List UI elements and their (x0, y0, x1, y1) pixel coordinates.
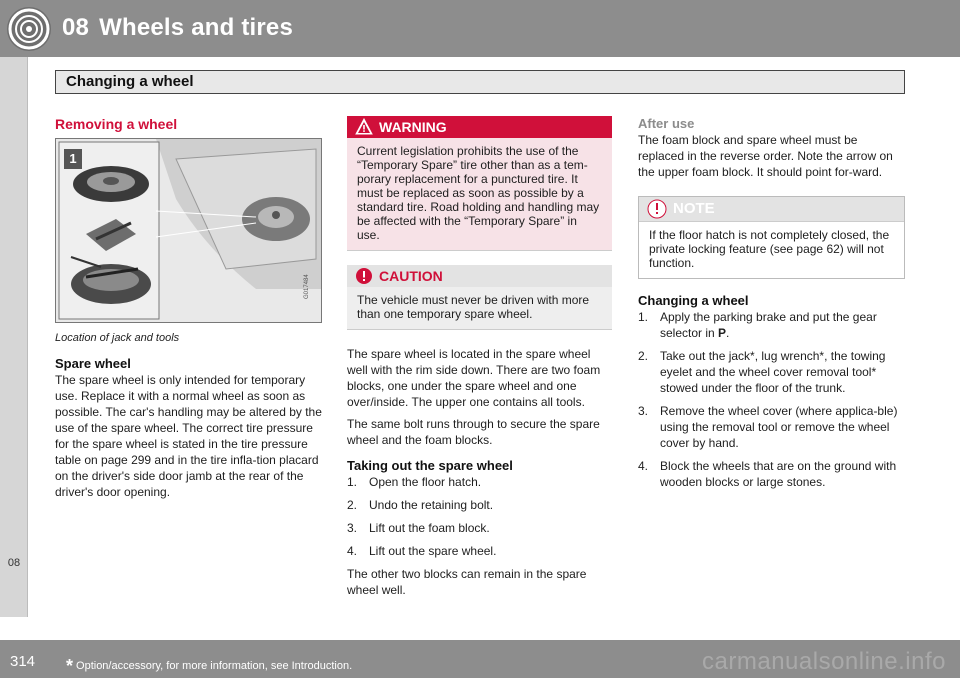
caution-exclamation-icon (355, 267, 373, 285)
jack-tools-illustration (56, 139, 322, 323)
spare-wheel-text: The spare wheel is only intended for temporary use. Replace it with a normal wheel as soon as possible. The car's handling may be altered by the use of the spare wheel. The correct tire pressure for the spare wheel is stated in the tire pressure table on page 299 and in the tire infla-tion placard on the driver's side door jamb at the rear of the driver's door opening. (55, 373, 322, 499)
caution-label: CAUTION (379, 268, 443, 284)
page-number: 314 (10, 653, 36, 670)
list-item: 3. Lift out the foam block. (347, 521, 490, 535)
remaining-blocks-text: The other two blocks can remain in the spare wheel well. (347, 567, 587, 597)
footnote: * Option/accessory, for more information, see Introduction. (66, 656, 353, 676)
wheel-icon (4, 4, 54, 54)
list-item: 2. Undo the retaining bolt. (347, 498, 494, 512)
column-right (638, 116, 905, 497)
after-use-text: The foam block and spare wheel must be replaced in the reverse order. Note the arrow on the upper foam block. It should point for-ward. (638, 133, 893, 179)
note-box (638, 196, 905, 279)
list-item: 4. Block the wheels that are on the ground with wooden blocks or large stones. (638, 459, 897, 489)
taking-out-heading: Taking out the spare wheel (347, 458, 513, 473)
note-header (639, 197, 904, 221)
warning-header (347, 116, 612, 138)
taking-out-steps (347, 474, 612, 559)
warning-triangle-icon (355, 118, 373, 136)
caution-text: The vehicle must never be driven with more than one temporary spare wheel. (347, 287, 612, 329)
changing-wheel-heading: Changing a wheel (638, 293, 749, 308)
chapter-title (62, 14, 293, 42)
note-label: NOTE (673, 200, 715, 217)
caution-box (347, 265, 612, 330)
page-footer (0, 640, 960, 678)
note-text: If the floor hatch is not completely closed, the private locking feature (see page 62) will not function. (639, 221, 904, 278)
list-item: 1. Apply the parking brake and put the gear selector in P. (638, 310, 877, 340)
callout-number: 1 (69, 151, 77, 166)
spare-wheel-heading: Spare wheel (55, 356, 131, 371)
jack-tools-figure (55, 138, 322, 323)
list-item: 3. Remove the wheel cover (where applica-ble) using the removal tool or remove the wheel cover by hand. (638, 404, 898, 450)
list-item: 4. Lift out the spare wheel. (347, 544, 497, 558)
side-tab-label: 08 (7, 557, 21, 569)
section-title-bar (55, 70, 905, 94)
warning-label: WARNING (379, 119, 447, 135)
column-left (55, 116, 322, 506)
warning-box (347, 116, 612, 251)
list-item: 1. Open the floor hatch. (347, 475, 482, 489)
warning-text: Current legislation prohibits the use of the “Temporary Spare” tire other than as a tem-porary replacement for a punctured tire. It must be replaced as soon as possible by a standard tire. Road holding and handling may be affected with the “Temporary Spare” in use. (347, 138, 612, 250)
caution-header (347, 265, 612, 287)
changing-wheel-steps (638, 309, 905, 490)
spare-location-text: The spare wheel is located in the spare wheel well with the rim side down. There are two foam blocks, one under the spare wheel and one over/inside. The upper one contains all tools. (347, 347, 601, 409)
chapter-header (0, 0, 960, 57)
section-title: Changing a wheel (66, 73, 194, 90)
watermark: carmanualsonline.info (702, 648, 946, 675)
removing-wheel-heading: Removing a wheel (55, 116, 178, 132)
after-use-heading: After use (638, 116, 695, 131)
figure-caption: Location of jack and tools (55, 332, 180, 344)
chapter-side-tab (0, 57, 28, 617)
note-info-icon (647, 199, 667, 219)
chapter-number: 08 (62, 14, 90, 41)
column-middle (347, 116, 612, 604)
bolt-text: The same bolt runs through to secure the spare wheel and the foam blocks. (347, 417, 600, 447)
figure-code: G017484 (304, 274, 310, 299)
list-item: 2. Take out the jack*, lug wrench*, the towing eyelet and the wheel cover removal tool* stowed under the floor of the trunk. (638, 349, 886, 395)
chapter-name: Wheels and tires (99, 14, 294, 41)
figure-callout (64, 149, 82, 169)
